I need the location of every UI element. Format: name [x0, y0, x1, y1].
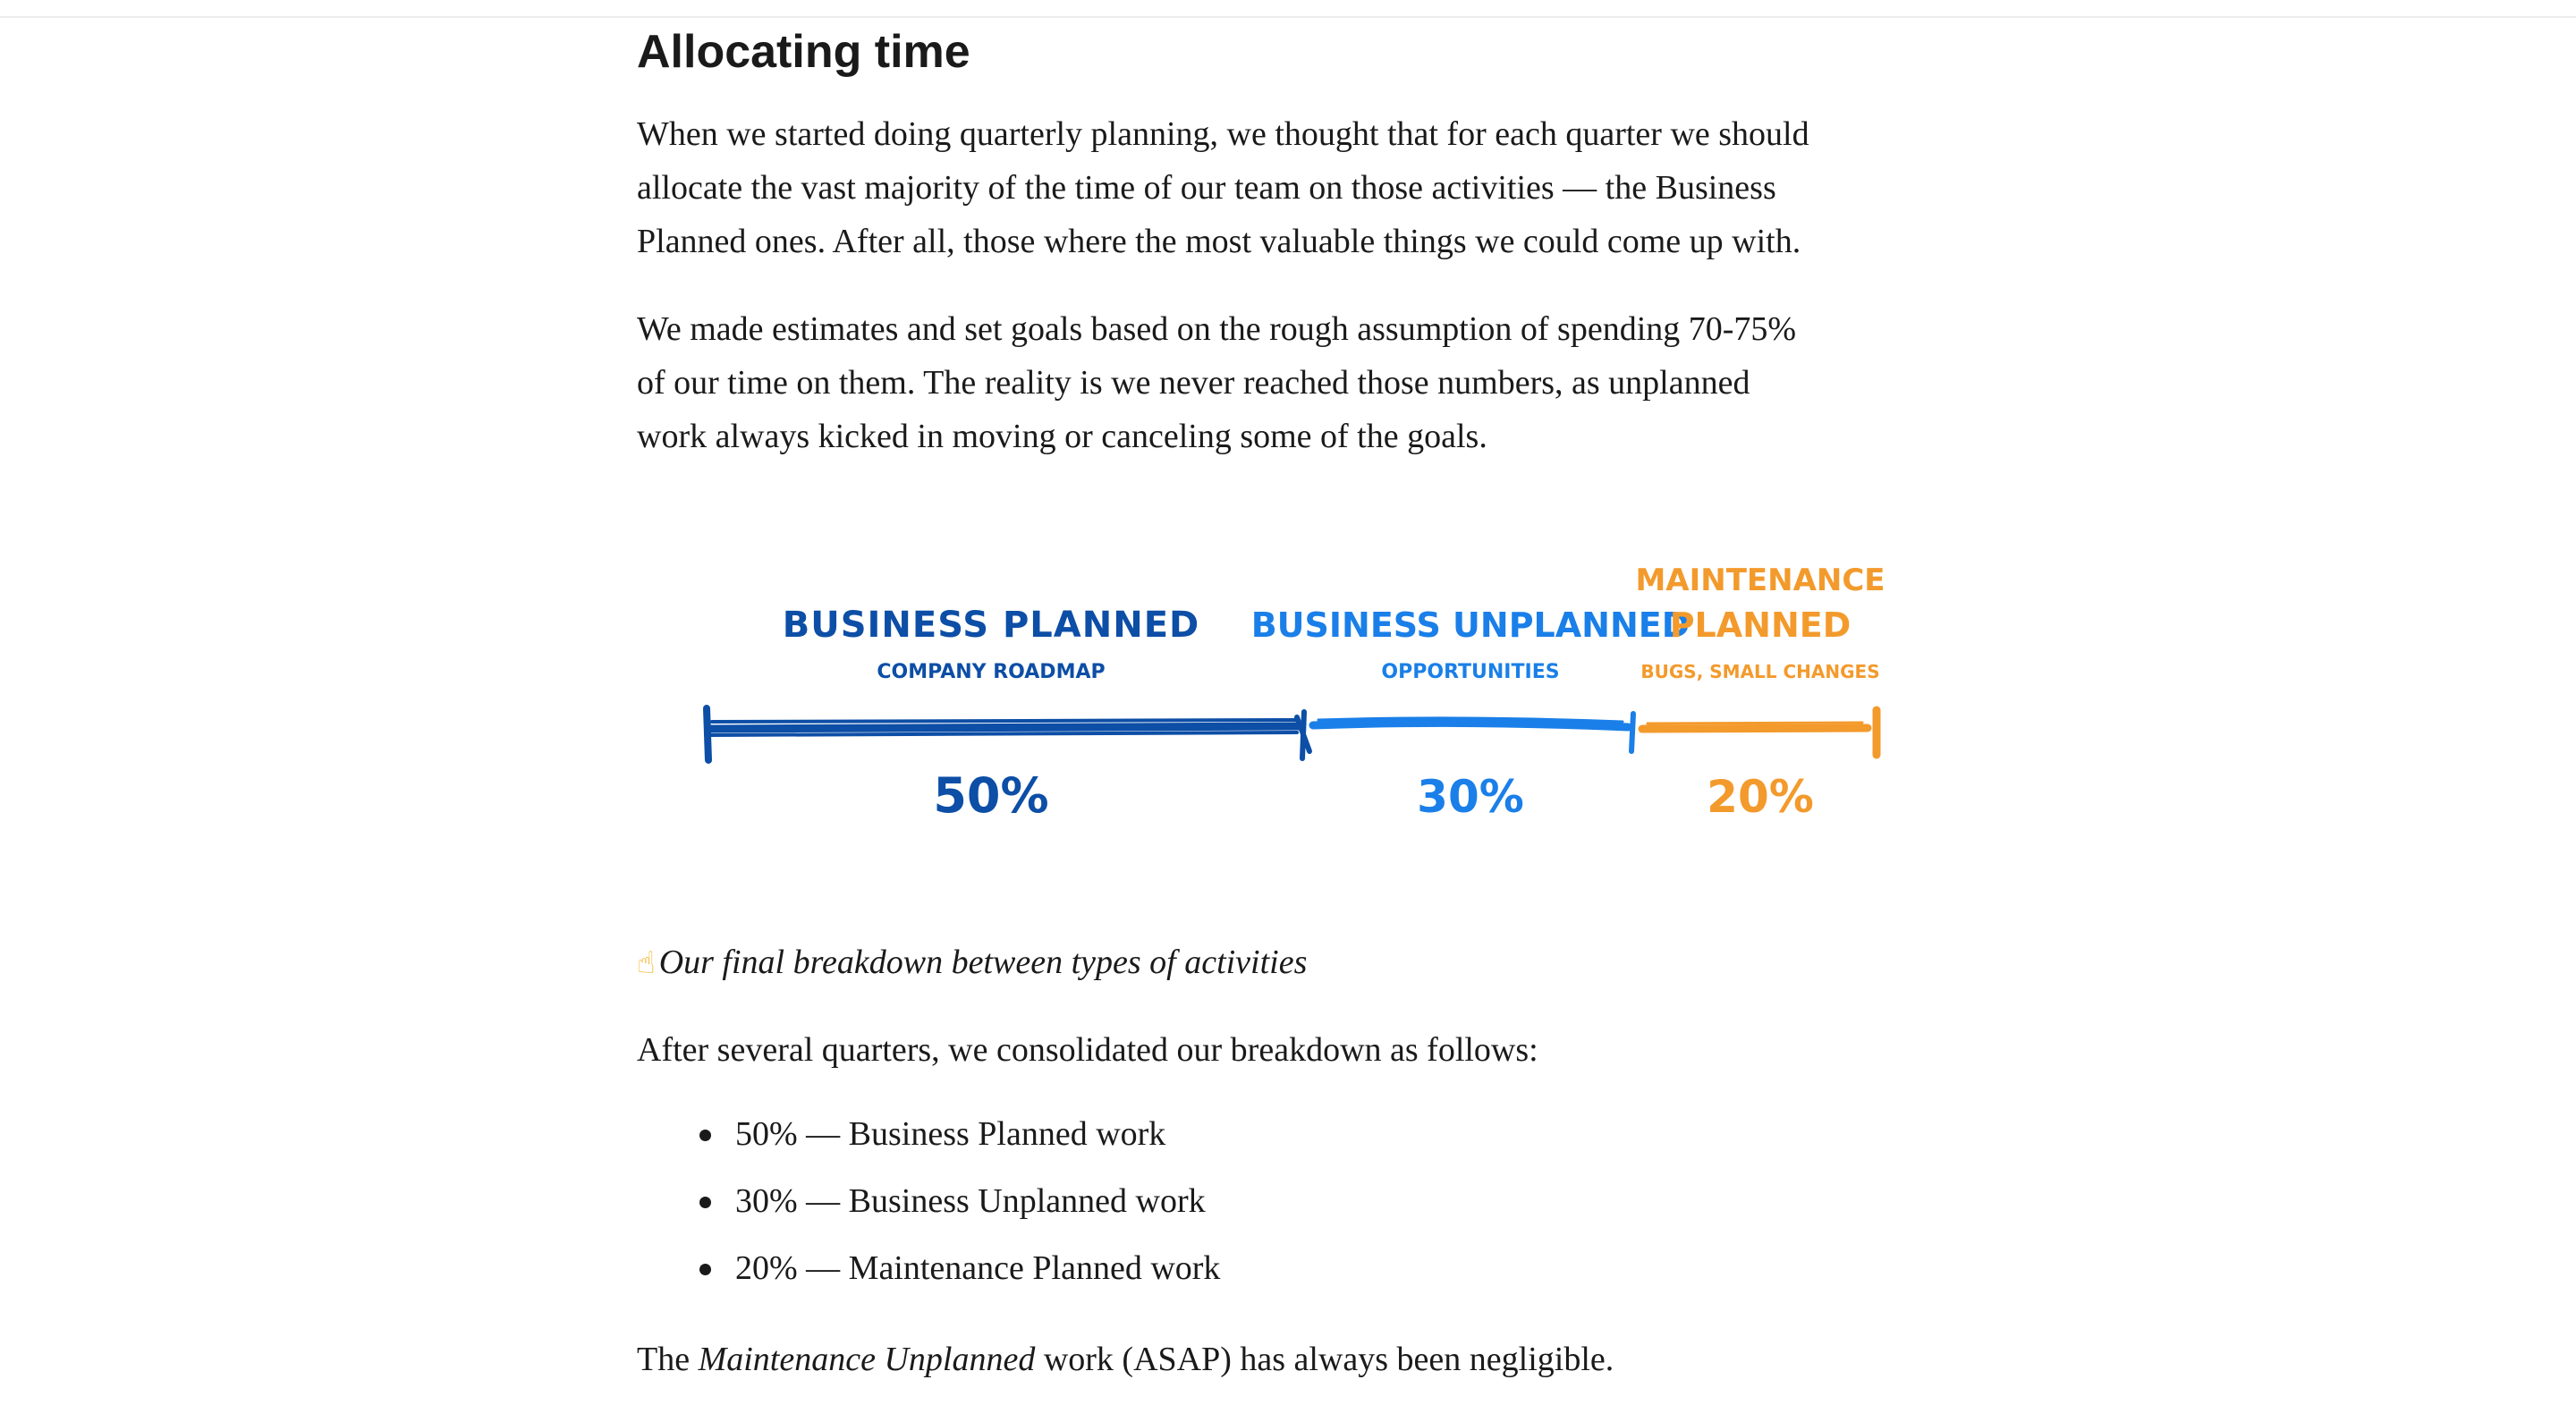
estimates-paragraph — [637, 302, 1952, 463]
consolidation-paragraph: After several quarters, we consolidated our breakdown as follows: — [637, 1031, 1538, 1069]
segment-bar-stroke — [710, 732, 1297, 735]
segment-bar — [708, 726, 1301, 729]
segment-bar-stroke — [1648, 723, 1862, 724]
intro-paragraph — [637, 107, 1952, 268]
pointing-up-icon: ☝ — [637, 945, 656, 981]
segment-bar-stroke — [712, 720, 1299, 722]
segment-bar — [1642, 728, 1868, 729]
segment-maintenance-planned — [1635, 563, 1885, 823]
list-item-text: 50% — Business Planned work — [735, 1115, 1166, 1153]
segment-business-unplanned — [1251, 605, 1690, 823]
segment-subtitle: OPPORTUNITIES — [1381, 661, 1560, 683]
segment-percent-label: 50% — [933, 767, 1049, 824]
bullet-icon — [699, 1130, 711, 1141]
intro-line: When we started doing quarterly planning, we thought that for each quarter we should — [637, 115, 1809, 153]
segment-percent-label: 30% — [1417, 771, 1524, 823]
segment-business-planned — [707, 605, 1309, 824]
segment-tick-right — [1631, 714, 1633, 751]
top-divider — [0, 16, 2576, 18]
caption-text: Our final breakdown between types of activities — [658, 944, 1308, 981]
segment-title: MAINTENANCE — [1635, 563, 1885, 598]
intro-line: Planned ones. After all, those where the most valuable things we could come up with. — [637, 223, 1801, 260]
estimates-line: work always kicked in moving or canceling some of the goals. — [637, 418, 1487, 455]
section-heading: Allocating time — [637, 26, 970, 78]
figure-caption — [637, 935, 1307, 990]
segment-title: PLANNED — [1669, 605, 1852, 645]
segment-title: BUSINESS UNPLANNED — [1250, 605, 1690, 645]
bullet-icon — [699, 1264, 711, 1275]
closing-text-before: The — [637, 1341, 699, 1378]
closing-paragraph — [637, 1333, 1952, 1386]
list-item-text: 30% — Business Unplanned work — [735, 1182, 1206, 1220]
closing-emphasis: Maintenance Unplanned — [698, 1341, 1036, 1378]
time-breakdown-illustration — [655, 537, 1934, 859]
segment-subtitle: COMPANY ROADMAP — [877, 661, 1106, 683]
estimates-line: of our time on them. The reality is we never reached those numbers, as unplanned — [637, 364, 1750, 402]
segment-tick-left — [707, 708, 708, 760]
segment-percent-label: 20% — [1707, 771, 1814, 823]
closing-text-after: work (ASAP) has always been negligible. — [1035, 1341, 1614, 1378]
bullet-icon — [699, 1197, 711, 1208]
segment-tick-right — [1297, 712, 1309, 758]
list-item — [637, 1174, 1220, 1241]
list-item — [637, 1241, 1220, 1308]
breakdown-sketch — [655, 537, 1934, 859]
segment-subtitle: BUGS, SMALL CHANGES — [1640, 661, 1880, 682]
estimates-line: We made estimates and set goals based on the rough assumption of spending 70-75% — [637, 310, 1797, 348]
list-item-text: 20% — Maintenance Planned work — [735, 1249, 1221, 1287]
segment-bar — [1313, 723, 1628, 727]
intro-line: allocate the vast majority of the time of our team on those activities — the Business — [637, 169, 1776, 207]
segment-title: BUSINESS PLANNED — [782, 605, 1200, 646]
breakdown-list — [637, 1107, 1220, 1308]
list-item — [637, 1107, 1220, 1174]
